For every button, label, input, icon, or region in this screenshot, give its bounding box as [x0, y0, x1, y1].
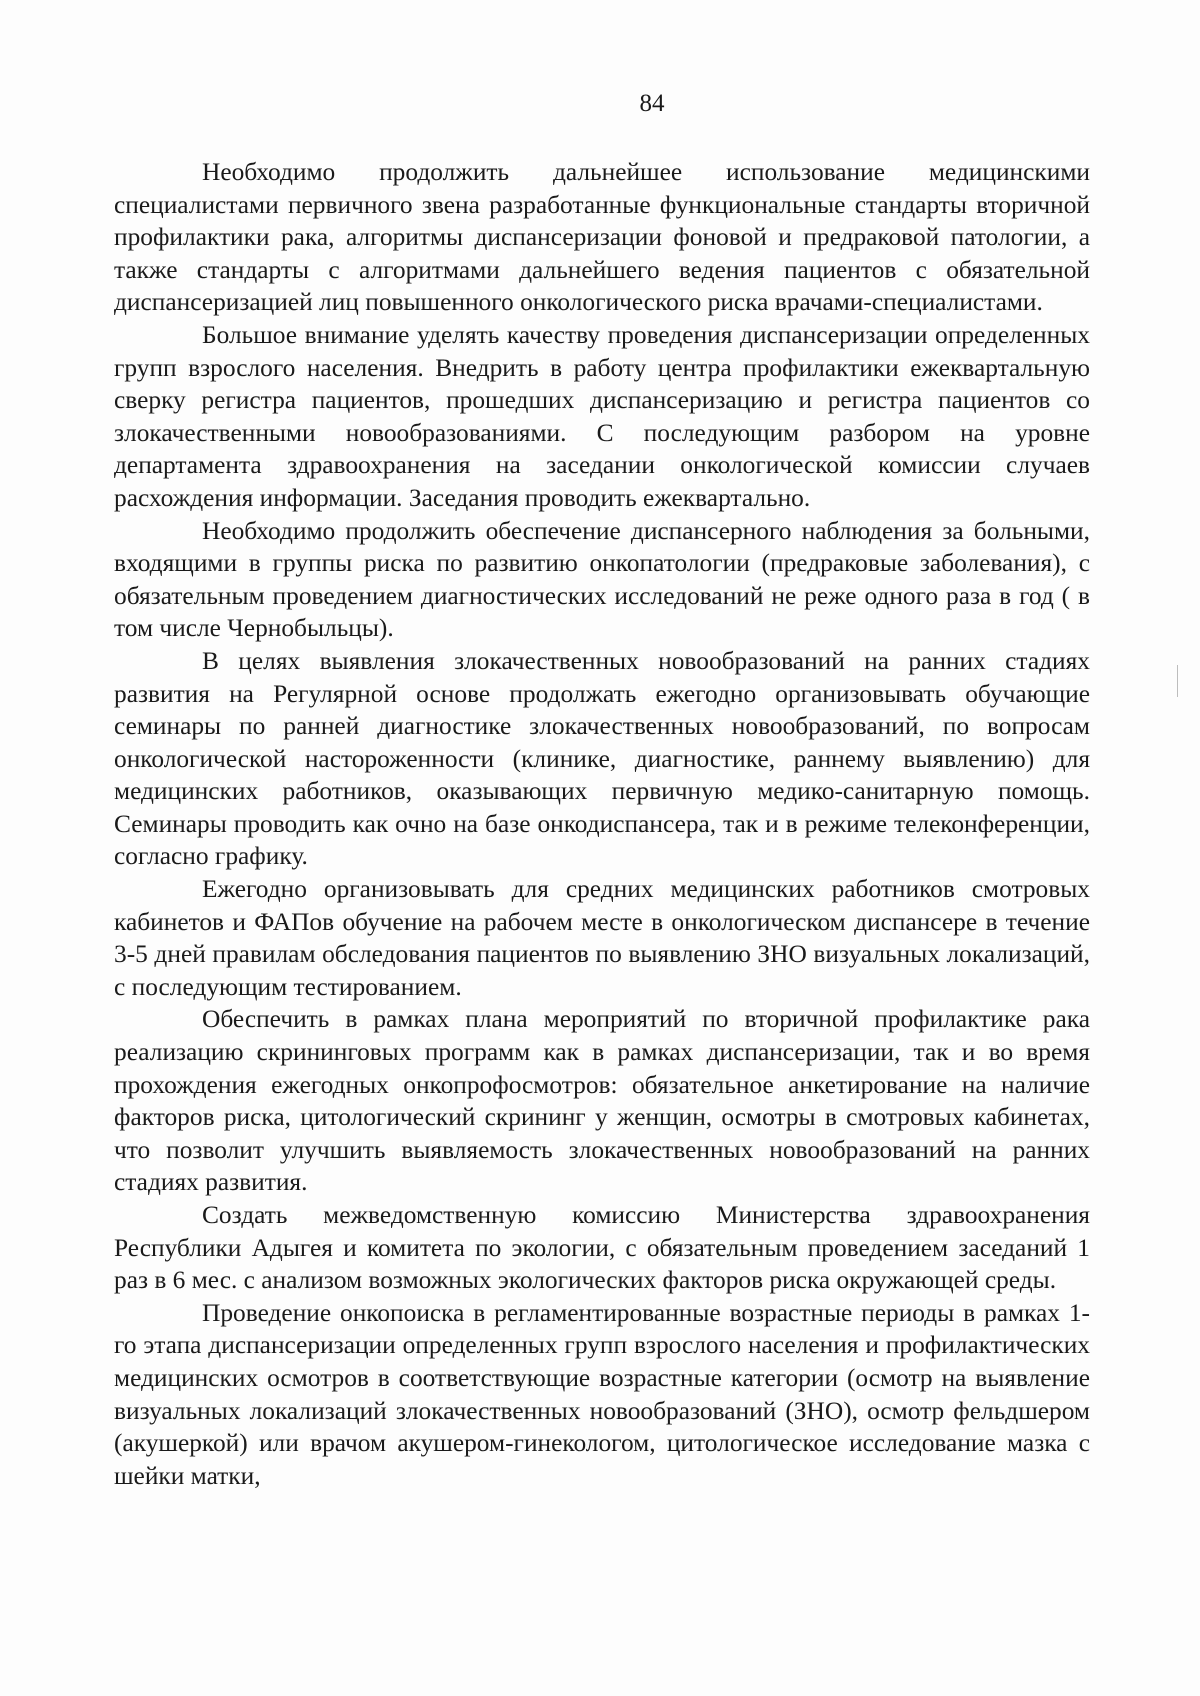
- scan-margin-mark: [1177, 665, 1178, 697]
- document-body: [114, 156, 1090, 1492]
- page-number: 84: [639, 90, 665, 117]
- paragraph-5: Ежегодно организовывать для средних медицинских работников смотровых кабинетов и ФАПов обучение на рабочем месте в онкологическом диспансере в течение 3-5 дней правилам обследования пациентов по выявлению ЗНО визуальных локализаций, с последующим тестированием.: [114, 875, 1090, 1001]
- paragraph-2: Большое внимание уделять качеству проведения диспансеризации определенных групп взрослого населения. Внедрить в работу центра профилактики ежеквартальную сверку регистра пациентов, прошедших диспансеризацию и регистра пациентов со злокачественными новообразованиями. С последующим разбором на уровне департамента здравоохранения на заседании онкологической комиссии случаев расхождения информации. Заседания проводить ежеквартально.: [114, 320, 1090, 512]
- paragraph-3: Необходимо продолжить обеспечение диспансерного наблюдения за больными, входящими в группы риска по развитию онкопатологии (предраковые заболевания), с обязательным проведением диагностических исследований не реже одного раза в год ( в том числе Чернобыльцы).: [114, 516, 1090, 643]
- paragraph-6: Обеспечить в рамках плана мероприятий по вторичной профилактике рака реализацию скрининговых программ как в рамках диспансеризации, так и во время прохождения ежегодных онкопрофосмотров: обязательное анкетирование на наличие факторов риска, цитологический скрининг у женщин, осмотры в смотровых кабинетах, что позволит улучшить выявляемость злокачественных новообразований на ранних стадиях развития.: [114, 1005, 1090, 1197]
- paragraph-4: В целях выявления злокачественных новообразований на ранних стадиях развития на Регулярной основе продолжать ежегодно организовывать обучающие семинары по ранней диагностике злокачественных новообразований, по вопросам онкологической настороженности (клинике, диагностике, раннему выявлению) для медицинских работников, оказывающих первичную медико-санитарную помощь. Семинары проводить как очно на базе онкодиспансера, так и в режиме телеконференции, согласно графику.: [114, 646, 1090, 871]
- paragraph-8: Проведение онкопоиска в регламентированные возрастные периоды в рамках 1-го этапа диспансеризации определенных групп взрослого населения и профилактических медицинских осмотров в соответствующие возрастные категории (осмотр на выявление визуальных локализаций злокачественных новообразований (ЗНО), осмотр фельдшером (акушеркой) или врачом акушером-гинекологом, цитологическое исследование мазка с шейки матки,: [114, 1298, 1090, 1490]
- paragraph-1: Необходимо продолжить дальнейшее использование медицинскими специалистами первичного звена разработанные функциональные стандарты вторичной профилактики рака, алгоритмы диспансеризации фоновой и предраковой патологии, а также стандарты с алгоритмами дальнейшего ведения пациентов с обязательной диспансеризацией лиц повышенного онкологического риска врачами-специалистами.: [114, 158, 1090, 317]
- paragraph-7: Создать межведомственную комиссию Министерства здравоохранения Республики Адыгея и комитета по экологии, с обязательным проведением заседаний 1 раз в 6 мес. с анализом возможных экологических факторов риска окружающей среды.: [114, 1201, 1090, 1295]
